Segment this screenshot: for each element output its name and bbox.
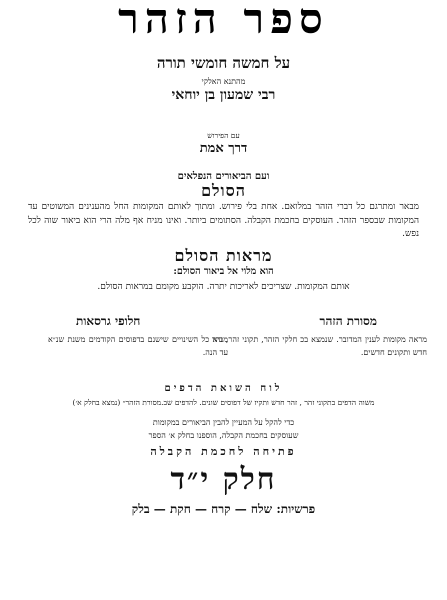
book-title: ספר הזהר xyxy=(118,0,329,43)
masoret-heading: מסורת הזהר xyxy=(319,314,377,328)
note-line-2: שעוסקים בחכמת הקבלה, הוספנו בחלק א׳ הספר xyxy=(148,431,299,440)
sulam-heading: הסולם xyxy=(201,181,246,200)
marot-heading: מראות הסולם xyxy=(174,246,273,265)
explanations-label: ועם הביאורים הנפלאים xyxy=(177,171,270,182)
commentary-label: עם הפירוש xyxy=(207,131,240,140)
marot-line-2: אותם המקומות. שצריכים לאריכות יתרה. הוקבע מקומם במראות הסולם. xyxy=(97,282,350,292)
luach-description: משוה הדפים בתקוני זהר , זהר חדש ותקיז של דפוסים שונים. להדפים שב.מסורת הזהר״ (נמצא בחלק א׳) xyxy=(72,398,375,407)
sulam-description: מבאר ומתרגם כל דברי הזהר במלואם. אחת בלי פירוש. ומתוך לאותם המקומות החל מהענינים המשוטים עד המקומות שבספר הזהר. העוסקים בחכמת הקבלה. הסתומים ביותר. ואינו מניח אף מלה הרי הוא ביאור שוה לכל נפש. xyxy=(28,202,419,239)
book-subtitle: על חמשה חומשי תורה xyxy=(156,54,291,72)
note-line-1: כדי להקל על המעיין להבין הביאורים במקומות xyxy=(152,418,295,427)
author-prefix: מהתנא האלקי xyxy=(201,77,246,86)
chilufei-heading: חלופי גרסאות xyxy=(76,314,141,328)
peticha-heading: פתיחה לחכמת הקבלה xyxy=(150,445,297,458)
volume-number: חלק י״ד xyxy=(170,462,277,497)
chilufei-description: מביא כל השינויים שישנם בדפוסים הקודמים משנת שנ״א עד הנה. xyxy=(48,335,228,357)
parashot-list: פרשיות: שלח — קרח — חקת — בלק xyxy=(131,502,316,516)
marot-line-1: הוא מלוי אל ביאור הסולם: xyxy=(173,266,274,277)
masoret-description: מראה מקומות לענין המדובר. שנמצא בכ חלקי הזהר, תקוני זהר, זהר חדש ותקונים חדשים. xyxy=(212,335,427,357)
commentary-name: דרך אמת xyxy=(199,141,248,156)
author-name: רבי שמעון בן יוחאי xyxy=(171,87,276,103)
luach-heading: לוח השואת הדפים xyxy=(164,383,283,394)
